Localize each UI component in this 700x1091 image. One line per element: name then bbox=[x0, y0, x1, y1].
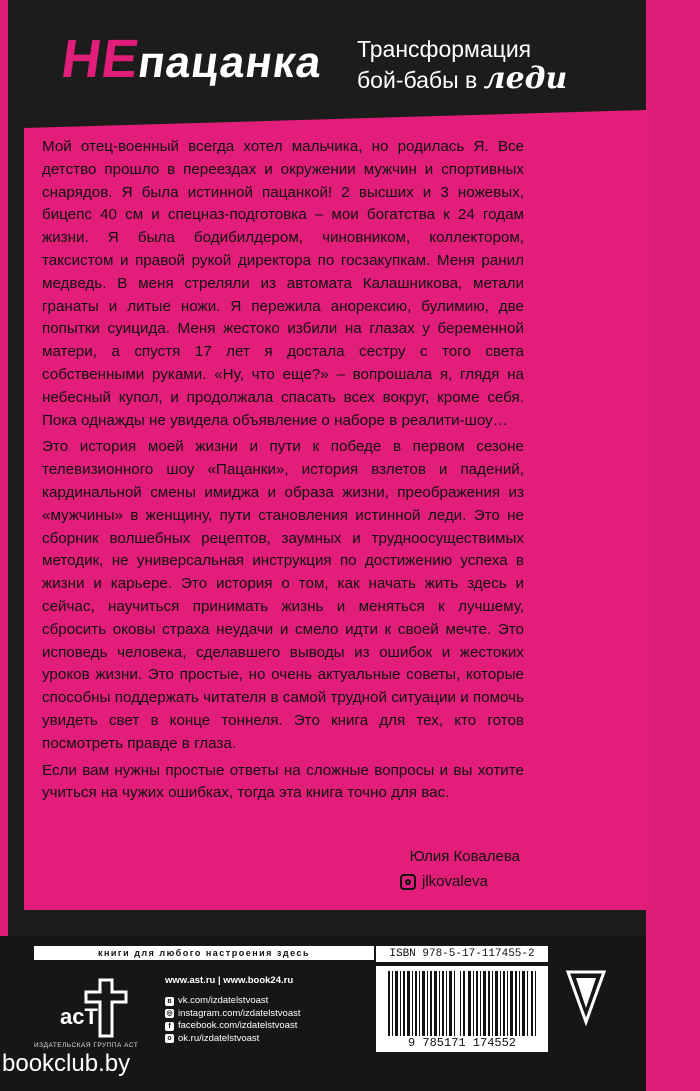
watermark: bookclub.by bbox=[2, 1050, 131, 1077]
logo-text: acT bbox=[60, 1004, 98, 1029]
social-link-ok[interactable] bbox=[165, 1033, 301, 1046]
instagram-icon bbox=[400, 874, 416, 890]
book-title bbox=[58, 28, 327, 90]
subtitle-line1: Трансформация bbox=[357, 36, 532, 62]
instagram-small-icon: ◎ bbox=[166, 1010, 173, 1018]
social-link-text: ok.ru/izdatelstvoast bbox=[178, 1032, 260, 1044]
title-ne: НЕ bbox=[57, 29, 144, 89]
paragraph-3: Если вам нужны простые ответы на сложные вопросы и вы хотите учиться на чужих ошибках, тогда эта книга точно для вас. bbox=[42, 761, 524, 802]
annotation-text bbox=[42, 136, 524, 809]
vk-icon: в bbox=[165, 997, 174, 1006]
ok-icon: о bbox=[165, 1034, 174, 1043]
social-link-text: instagram.com/izdatelstvoast bbox=[178, 1007, 301, 1019]
publisher-caption: ИЗДАТЕЛЬСКАЯ ГРУППА АСТ bbox=[34, 1042, 139, 1049]
barcode-number: 9 785171 174552 bbox=[376, 1036, 548, 1050]
paragraph-1: Мой отец-военный всегда хотел мальчика, но родилась Я. Все детство прошло в переездах и окружении мужчин и спортивных снарядов. Я была истинной пацанкой! 2 высших и 3 ножевых, бицепс 40 см и спецназ-подготовка – мои богатства к 24 годам жизни. Я была бодибилдером, чиновником, коллектором, таксистом и правой рукой директора по госзакупкам. Меня ранил медведь. В меня стреляли из автомата Калашникова, метали гранаты и литые ножи. Я пережила анорексию, булимию, две попытки суицида. Меня жестоко избили на глазах у беременной матери, а спустя 17 лет я достала сестру с того света собственными руками. «Ну, что еще?» – вопрошала я, глядя на небесный купол, и продолжала спасать всех вокруг, кроме себя. Пока однажды не увидела объявление о наборе в реалити-шоу… bbox=[42, 138, 524, 429]
title-rest: пацанка bbox=[135, 38, 326, 87]
ast-logo-icon bbox=[56, 978, 136, 1038]
social-link-text: vk.com/izdatelstvoast bbox=[178, 995, 269, 1006]
paragraph-2: Это история моей жизни и пути к победе в первом сезоне телевизионного шоу «Пацанки», история взлетов и падений, кардинальной смены имиджа и образа жизни, преображения из «мужчины» в женщину, пути становления истинной леди. Это не сборник волшебных рецептов, заумных и трудноосуществимых методик, не универсальная инструкция по достижению успеха в жизни и карьере. Это история о том, как начать жить здесь и сейчас, научиться принимать жизнь и меняться к лучшему, сбросить оковы страха неудачи и смело идти к своей мечте. Это исповедь человека, сделавшего выводы из ошибок и жестоких уроков жизни. Это простые, но очень актуальные советы, которые способны поддержать читателя в самой трудной ситуации и помочь увидеть свет в конце тоннеля. Это книга для тех, кто готов посмотреть правде в глаза. bbox=[42, 438, 524, 752]
v-publisher-icon bbox=[566, 968, 606, 1026]
social-links bbox=[165, 995, 301, 1045]
social-link-instagram[interactable] bbox=[165, 1008, 301, 1021]
social-link-vk[interactable] bbox=[165, 995, 301, 1008]
instagram-text: jlkovaleva bbox=[422, 873, 488, 890]
book-subtitle bbox=[357, 34, 567, 95]
subtitle-line2 bbox=[357, 61, 568, 96]
subtitle-line2-text: бой-бабы в bbox=[357, 67, 478, 93]
author-name: Юлия Ковалева bbox=[409, 848, 520, 865]
facebook-icon: f bbox=[165, 1022, 174, 1031]
right-spine-stripe bbox=[646, 0, 700, 1091]
social-link-text: facebook.com/izdatelstvoast bbox=[178, 1020, 298, 1031]
publisher-sites[interactable]: www.ast.ru | www.book24.ru bbox=[165, 975, 294, 986]
slogan-banner: книги для любого настроения здесь bbox=[34, 946, 374, 960]
isbn-label: ISBN 978-5-17-117455-2 bbox=[376, 946, 548, 962]
instagram-handle[interactable] bbox=[400, 873, 488, 890]
left-edge-stripe bbox=[0, 0, 8, 1091]
social-link-facebook[interactable] bbox=[165, 1020, 301, 1033]
subtitle-accent: леди bbox=[483, 61, 568, 96]
